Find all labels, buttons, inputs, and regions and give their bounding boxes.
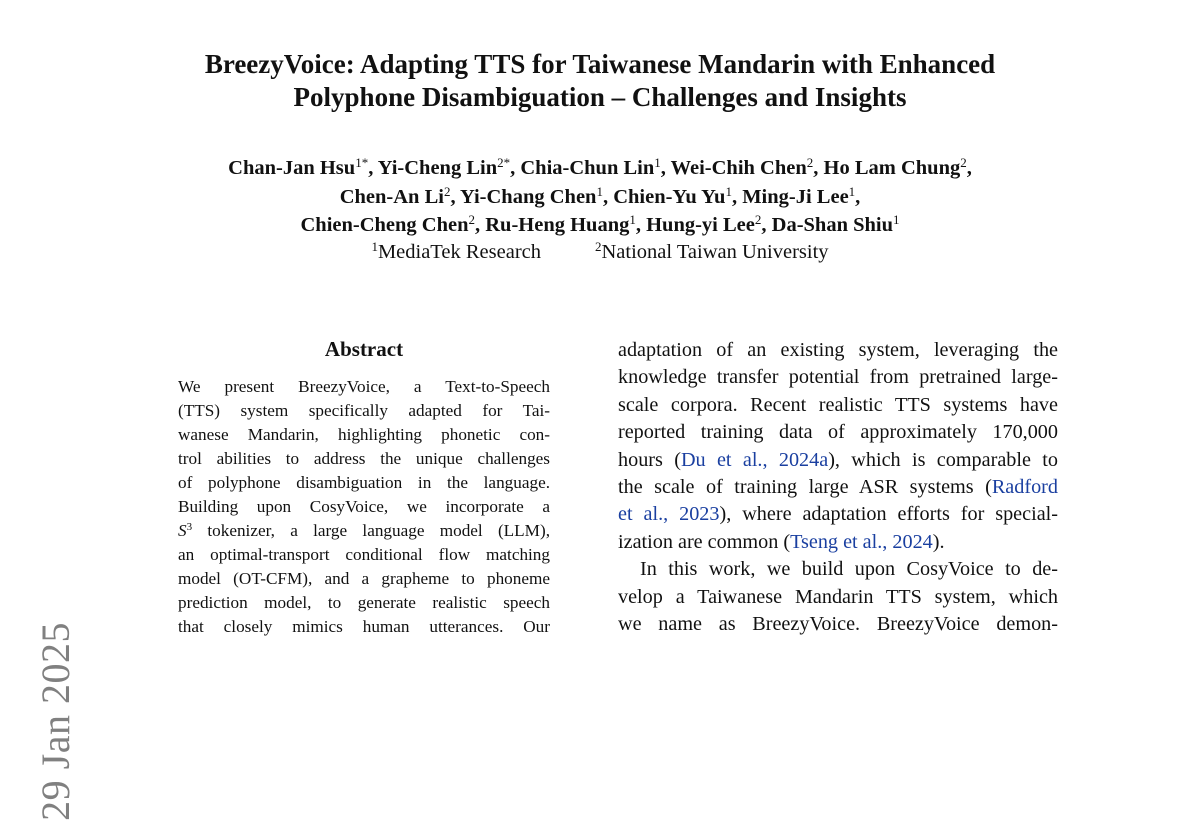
title-line-2: Polyphone Disambiguation – Challenges and Insights <box>293 82 907 112</box>
author-line-3: Chien-Cheng Chen$^2$, Ru-Heng Huang$^1$, Hung-yi Lee$^2$, Da-Shan Shiu$^1$ <box>300 212 900 236</box>
body-text: ). <box>932 530 945 553</box>
author-affil-mark: 2* <box>497 155 511 170</box>
abstract-line: that closely mimics human utterances. Our <box>178 617 550 636</box>
author-name: Yi-Chang Chen <box>459 185 597 208</box>
s3-superscript: 3 <box>186 521 193 533</box>
author-affil-mark: 1 <box>629 212 636 227</box>
author-name: Ru-Heng Huang <box>485 214 630 236</box>
affil-mark: 1 <box>371 239 378 254</box>
author-list <box>0 154 1200 240</box>
affil-mediatek: MediaTek Research <box>377 241 541 263</box>
author-name: Chia-Chun Lin <box>520 157 655 179</box>
author-name: Chien-Yu Yu <box>613 185 726 208</box>
abstract-line: prediction model, to generate realistic speech <box>178 593 550 612</box>
intro-body <box>618 337 1058 638</box>
body-line: we name as BreezyVoice. BreezyVoice demon- <box>618 613 1058 636</box>
author-name: Da-Shan Shiu <box>771 214 893 236</box>
author-name: Wei-Chih Chen <box>670 157 807 179</box>
author-name: Hung-yi Lee <box>646 214 755 236</box>
author-affil-mark: 1 <box>725 183 732 199</box>
author-affil-mark: 1 <box>848 183 856 199</box>
author-line-2: Chen-An Li$^2$, Yi-Chang Chen$^1$, Chien-Yu Yu$^1$, Ming-Ji Lee$^1$, <box>339 183 861 208</box>
arxiv-date-stamp: 29 Jan 2025 <box>33 622 78 821</box>
author-name: Yi-Cheng Lin <box>377 157 498 179</box>
author-name: Ho Lam Chung <box>823 157 961 179</box>
body-line: scale corpora. Recent realistic TTS systems have <box>618 393 1058 416</box>
title-line-1: BreezyVoice: Adapting TTS for Taiwanese Mandarin with Enhanced <box>204 49 996 79</box>
body-line: velop a Taiwanese Mandarin TTS system, which <box>618 585 1058 608</box>
author-affil-mark: 2 <box>754 212 762 227</box>
body-text: the scale of training large ASR systems ( <box>618 476 992 499</box>
author-affil-mark: 1 <box>893 212 900 227</box>
body-line: knowledge transfer potential from pretrained large- <box>618 366 1058 389</box>
affil-mark: 2 <box>595 239 602 254</box>
affil-ntu: National Taiwan University <box>601 241 829 263</box>
affiliations <box>0 238 1200 266</box>
abstract-body <box>178 375 550 639</box>
abstract-heading: Abstract <box>324 337 404 361</box>
abstract-line: of polyphone disambiguation in the language. <box>178 473 550 492</box>
abstract-line: trol abilities to address the unique challenges <box>178 449 550 468</box>
abstract-line-s3 <box>178 519 550 543</box>
abstract-line-text: tokenizer, a large language model (LLM), <box>192 521 550 540</box>
body-line <box>618 474 1058 501</box>
body-line: reported training data of approximately 170,000 <box>618 421 1058 444</box>
author-affil-mark: 2 <box>960 155 967 170</box>
citation-radford-2023[interactable]: Radford <box>991 476 1058 499</box>
author-affil-mark: 1* <box>355 155 369 170</box>
author-name: Chen-An Li <box>339 185 444 208</box>
abstract-line: (TTS) system specifically adapted for Tai- <box>178 401 550 420</box>
body-text: ), where adaptation efforts for special- <box>719 503 1058 526</box>
abstract-line: Building upon CosyVoice, we incorporate a <box>178 497 550 516</box>
citation-tseng-2024[interactable]: Tseng et al., 2024 <box>790 530 933 553</box>
author-name: Ming-Ji Lee <box>742 185 849 208</box>
author-affil-mark: 1 <box>654 155 661 170</box>
abstract-line: model (OT-CFM), and a grapheme to phoneme <box>178 569 550 588</box>
body-line: adaptation of an existing system, leveraging the <box>618 339 1058 361</box>
abstract-line: wanese Mandarin, highlighting phonetic con- <box>178 425 550 444</box>
body-text: hours ( <box>618 448 681 471</box>
body-line <box>618 529 1058 556</box>
abstract-line: We present BreezyVoice, a Text-to-Speech <box>178 377 550 396</box>
author-name: Chien-Cheng Chen <box>300 214 469 236</box>
author-line-1: Chan-Jan Hsu$^{1*}$, Yi-Cheng Lin$^{2*}$, Chia-Chun Lin$^1$, Wei-Chih Chen$^2$, Ho Lam Chung$^2$, <box>228 155 972 179</box>
abstract-line: an optimal-transport conditional flow matching <box>178 545 550 564</box>
author-name: Chan-Jan Hsu <box>228 157 356 179</box>
citation-du-2024a[interactable]: Du et al., 2024a <box>680 448 829 471</box>
body-text: ization are common ( <box>618 530 791 553</box>
author-affil-mark: 1 <box>596 183 603 199</box>
author-affil-mark: 2 <box>806 155 814 170</box>
author-affil-mark: 2 <box>468 212 475 227</box>
author-affil-mark: 2 <box>443 183 451 199</box>
body-text: ), which is comparable to <box>828 448 1058 471</box>
body-line <box>618 501 1058 528</box>
paper-title <box>0 48 1200 114</box>
citation-radford-2023-cont[interactable]: et al., 2023 <box>618 503 720 526</box>
body-line: In this work, we build upon CosyVoice to de- <box>640 558 1058 581</box>
s3-symbol: S <box>178 521 187 540</box>
body-line <box>618 447 1058 474</box>
